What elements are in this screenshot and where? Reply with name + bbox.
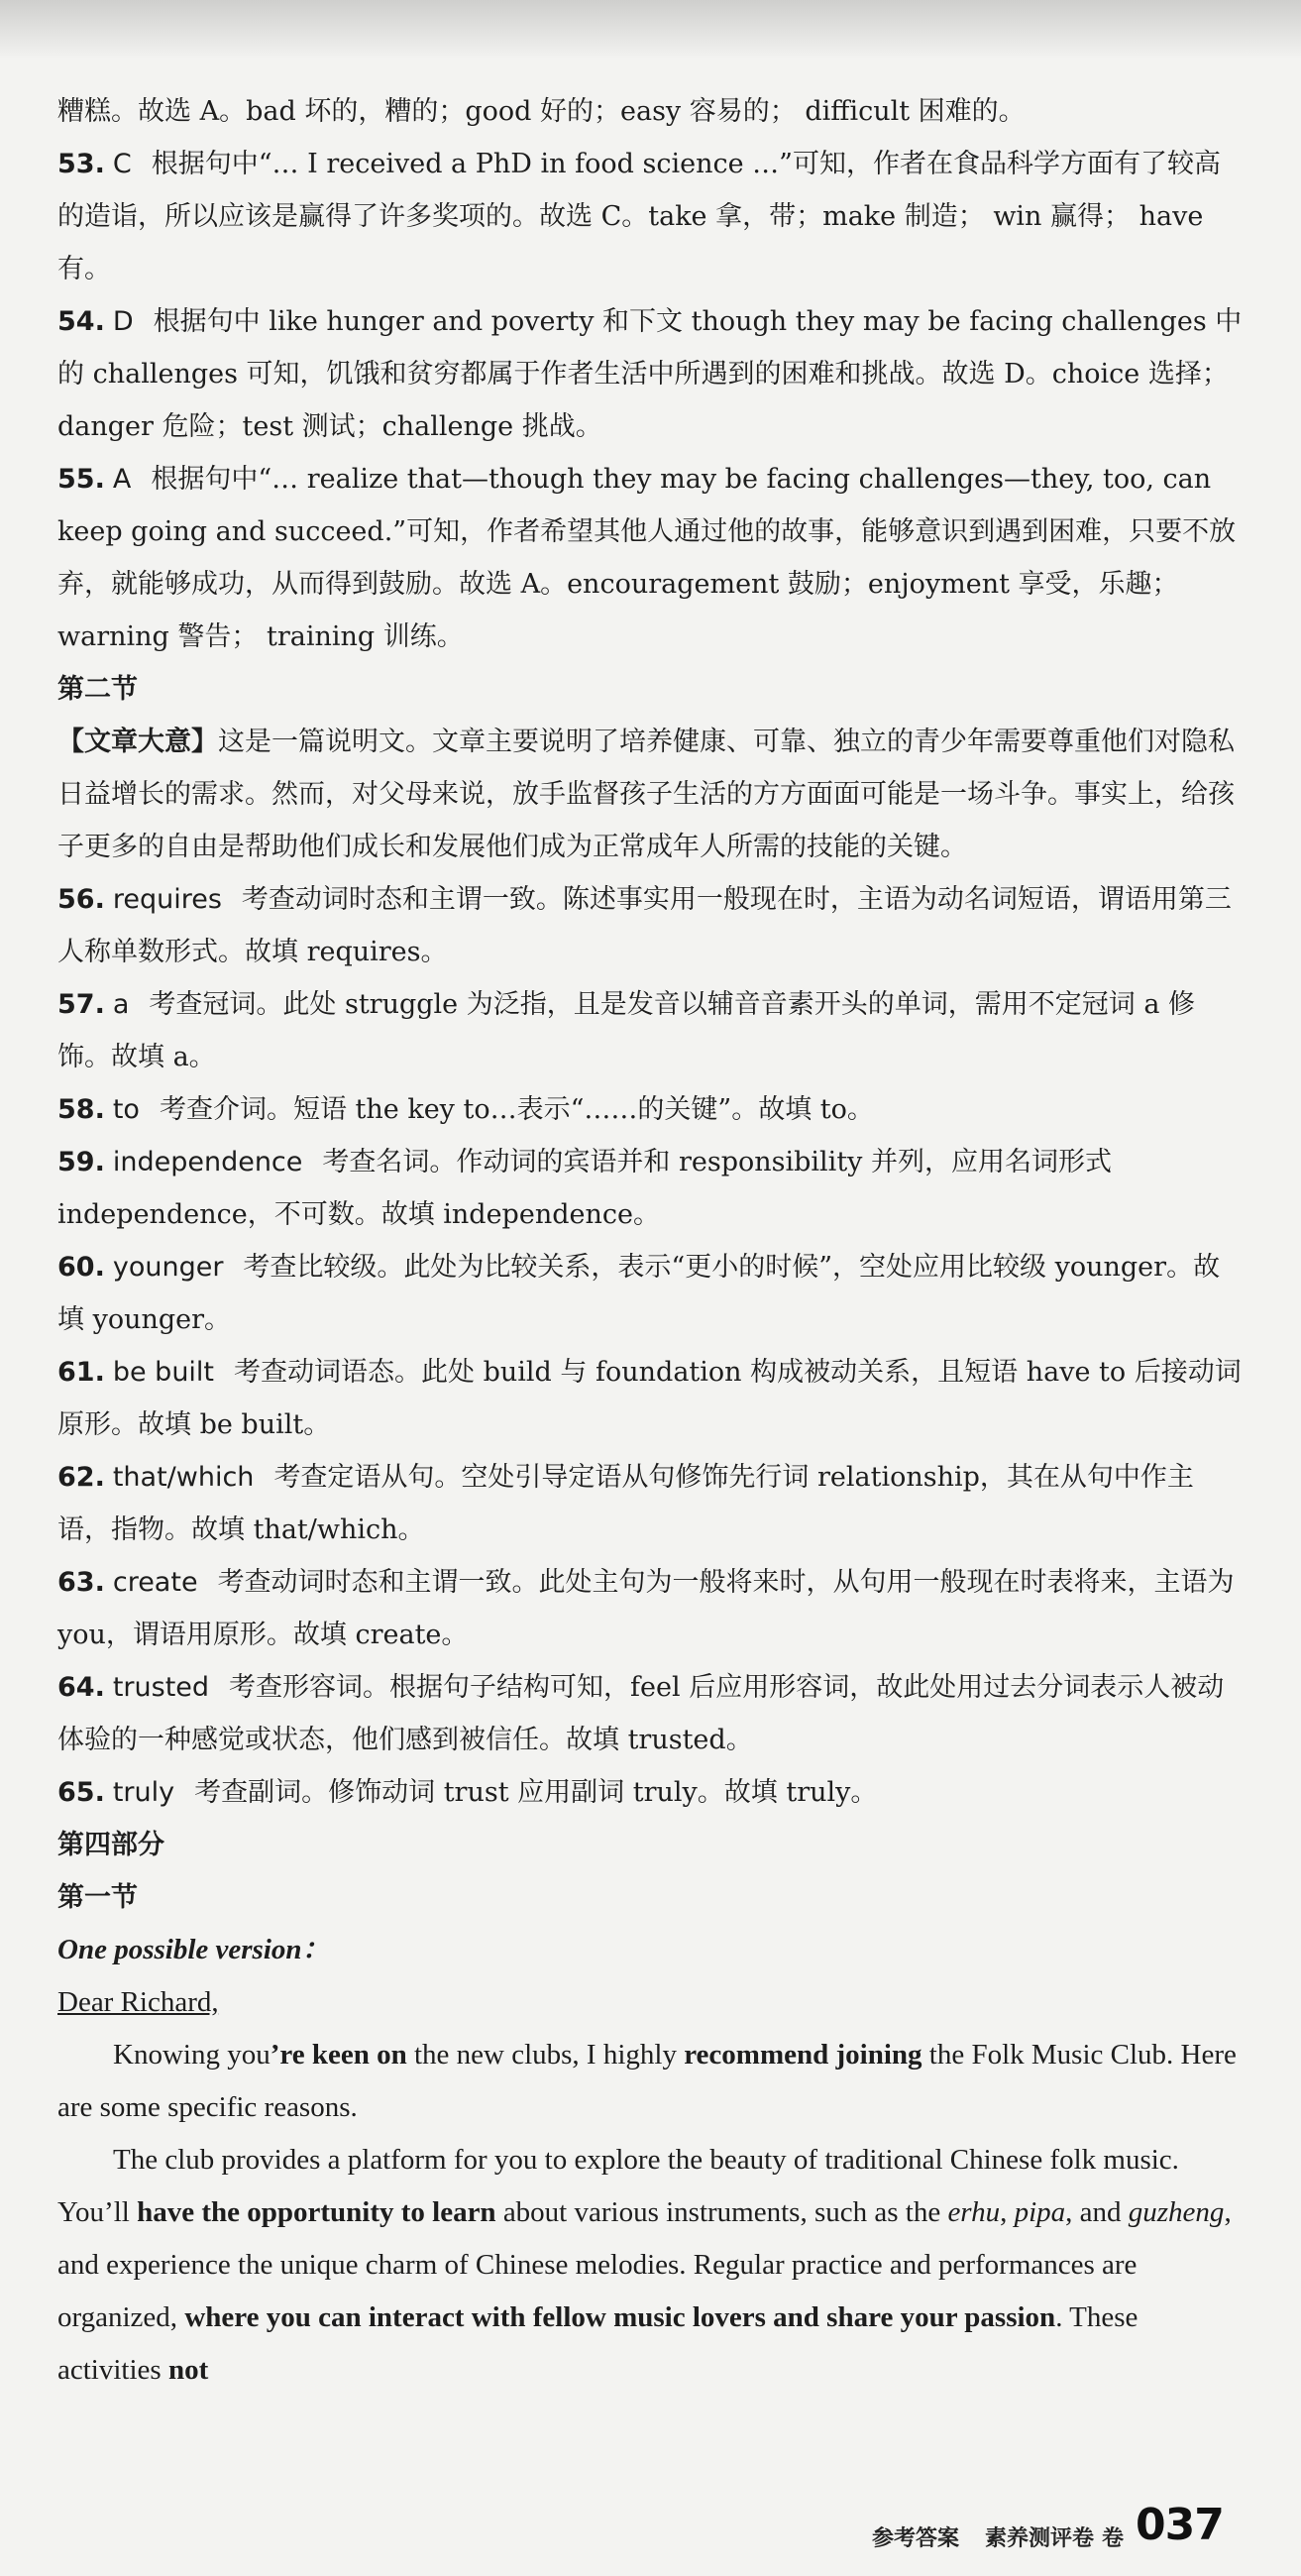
explanation: 考查冠词。此处 struggle 为泛指，且是发音以辅音音素开头的单词，需用不定冠词 a 修饰。故填 a。: [57, 989, 1195, 1072]
greeting: Dear Richard,: [57, 1986, 219, 2018]
explanation: 考查动词时态和主谓一致。陈述事实用一般现在时，主语为动名词短语，谓语用第三人称单数形式。故填 requires。: [57, 884, 1232, 967]
question-number: 58.: [57, 1094, 105, 1125]
question-number: 65.: [57, 1777, 105, 1808]
explanation: 根据句中“… I received a PhD in food science …”可知，作者在食品科学方面有了较高的造诣，所以应该是赢得了许多奖项的。故选 C。take 拿，带；make 制造； win 赢得； have 有。: [57, 149, 1221, 284]
explanation: 考查动词时态和主谓一致。此处主句为一般将来时，从句用一般现在时表将来，主语为 you，谓语用原形。故填 create。: [57, 1567, 1235, 1650]
text-run: ,: [1000, 2196, 1015, 2228]
text-run: Knowing you: [113, 2039, 271, 2071]
answer-key: trusted: [112, 1672, 210, 1703]
answer-63: [57, 1556, 1247, 1661]
answer-key: truly: [112, 1777, 175, 1808]
explanation: 考查定语从句。空处引导定语从句修饰先行词 relationship，其在从句中作主语，指物。故填 that/which。: [57, 1462, 1194, 1545]
footer-label: 参考答案: [872, 2526, 960, 2551]
key-phrase: not: [167, 2354, 209, 2386]
section-heading: 第二节: [57, 674, 138, 705]
answer-key: A: [112, 464, 132, 495]
answer-key: to: [112, 1094, 140, 1125]
essay-paragraph-1: [57, 2029, 1247, 2134]
answer-57: [57, 978, 1247, 1083]
answer-key: create: [112, 1567, 198, 1598]
explanation: 考查副词。修饰动词 trust 应用副词 truly。故填 truly。: [194, 1777, 878, 1808]
answer-content: [57, 85, 1247, 2397]
answer-key: be built: [112, 1357, 215, 1388]
explanation: 考查动词语态。此处 build 与 foundation 构成被动关系，且短语 have to 后接动词原形。故填 be built。: [57, 1357, 1242, 1440]
answer-62: [57, 1451, 1247, 1556]
question-number: 57.: [57, 989, 105, 1020]
article-summary: [57, 716, 1247, 873]
explanation: 考查比较级。此处为比较关系，表示“更小的时候”，空处应用比较级 younger。故填 younger。: [57, 1252, 1221, 1335]
question-number: 53.: [57, 149, 105, 179]
question-number: 56.: [57, 884, 105, 915]
question-number: 63.: [57, 1567, 105, 1598]
answer-61: [57, 1346, 1247, 1451]
instrument-name: erhu: [947, 2196, 1001, 2228]
text-run: , and experience the unique charm of Chinese melodies. Regular practice and performances are organized,: [57, 2196, 1232, 2333]
part-heading: 第四部分: [57, 1830, 164, 1860]
summary-text: 这是一篇说明文。文章主要说明了培养健康、可靠、独立的青少年需要尊重他们对隐私日益增长的需求。然而，对父母来说，放手监督孩子生活的方方面面可能是一场斗争。事实上，给孩子更多的自由是帮助他们成长和发展他们成为正常成年人所需的技能的关键。: [57, 727, 1235, 862]
instrument-name: guzheng: [1128, 2196, 1225, 2228]
key-phrase: where you can interact with fellow music lovers and share your passion: [184, 2301, 1056, 2333]
sample-essay: [57, 1924, 1247, 2397]
question-number: 55.: [57, 464, 105, 495]
answer-key: D: [112, 306, 134, 337]
answer-key: requires: [112, 884, 222, 915]
footer-label: 素养测评卷: [985, 2526, 1095, 2551]
answer-58: [57, 1083, 1247, 1136]
footer-label: 卷: [1102, 2526, 1125, 2551]
answer-64: [57, 1661, 1247, 1766]
question-number: 54.: [57, 306, 105, 337]
instrument-name: pipa: [1014, 2196, 1066, 2228]
answer-54: [57, 295, 1247, 453]
question-number: 62.: [57, 1462, 105, 1493]
section-heading: 第一节: [57, 1882, 138, 1913]
answer-60: [57, 1241, 1247, 1346]
question-number: 61.: [57, 1357, 105, 1388]
answer-key: a: [112, 989, 130, 1020]
key-phrase: recommend joining: [684, 2039, 922, 2071]
page-number: 037: [1136, 2500, 1224, 2550]
question-number: 60.: [57, 1252, 105, 1283]
answer-key: younger: [112, 1252, 224, 1283]
key-phrase: have the opportunity to learn: [137, 2196, 496, 2228]
answer-key: C: [112, 149, 132, 179]
text-run: the new clubs, I highly: [406, 2039, 685, 2071]
key-phrase: ’re keen on: [270, 2039, 407, 2071]
text-run: about various instruments, such as the: [495, 2196, 948, 2228]
answer-key: independence: [112, 1147, 303, 1177]
text-run: , and: [1065, 2196, 1129, 2228]
scan-shadow: [0, 0, 1301, 59]
question-number: 59.: [57, 1147, 105, 1177]
answer-65: [57, 1766, 1247, 1819]
answer-59: [57, 1136, 1247, 1241]
continued-text: 糟糕。故选 A。bad 坏的，糟的；good 好的；easy 容易的； difficult 困难的。: [57, 96, 1026, 127]
explanation: 考查形容词。根据句子结构可知，feel 后应用形容词，故此处用过去分词表示人被动体验的一种感觉或状态，他们感到被信任。故填 trusted。: [57, 1672, 1225, 1755]
text-run: The club provides a platform for you to explore the beauty of traditional Chinese folk music. You’ll: [57, 2144, 1179, 2228]
version-label: One possible version：: [57, 1934, 331, 1965]
text-run: . These activities: [57, 2301, 1138, 2386]
answer-key: that/which: [112, 1462, 255, 1493]
page-footer: [872, 2498, 1268, 2557]
explanation: 考查名词。作动词的宾语并和 responsibility 并列，应用名词形式 independence，不可数。故填 independence。: [57, 1147, 1113, 1230]
summary-label: 【文章大意】: [57, 727, 218, 757]
explanation: 考查介词。短语 the key to…表示“……的关键”。故填 to。: [159, 1094, 874, 1125]
answer-55: [57, 453, 1247, 663]
essay-paragraph-2: [57, 2134, 1247, 2397]
answer-53: [57, 138, 1247, 295]
question-number: 64.: [57, 1672, 105, 1703]
explanation: 根据句中 like hunger and poverty 和下文 though they may be facing challenges 中的 challenges 可知，饥饿和贫穷都属于作者生活中所遇到的困难和挑战。故选 D。choice 选择； danger 危险；test 测试；challenge 挑战。: [57, 306, 1243, 442]
explanation: 根据句中“… realize that—though they may be facing challenges—they, too, can keep going and succeed.”可知，作者希望其他人通过他的故事，能够意识到遇到困难，只要不放弃，就能够成功，从而得到鼓励。故选 A。encouragement 鼓励；enjoyment 享受，乐趣； warning 警告； training 训练。: [57, 464, 1237, 652]
answer-56: [57, 873, 1247, 978]
text-run: the Folk Music Club. Here are some specific reasons.: [57, 2039, 1237, 2123]
